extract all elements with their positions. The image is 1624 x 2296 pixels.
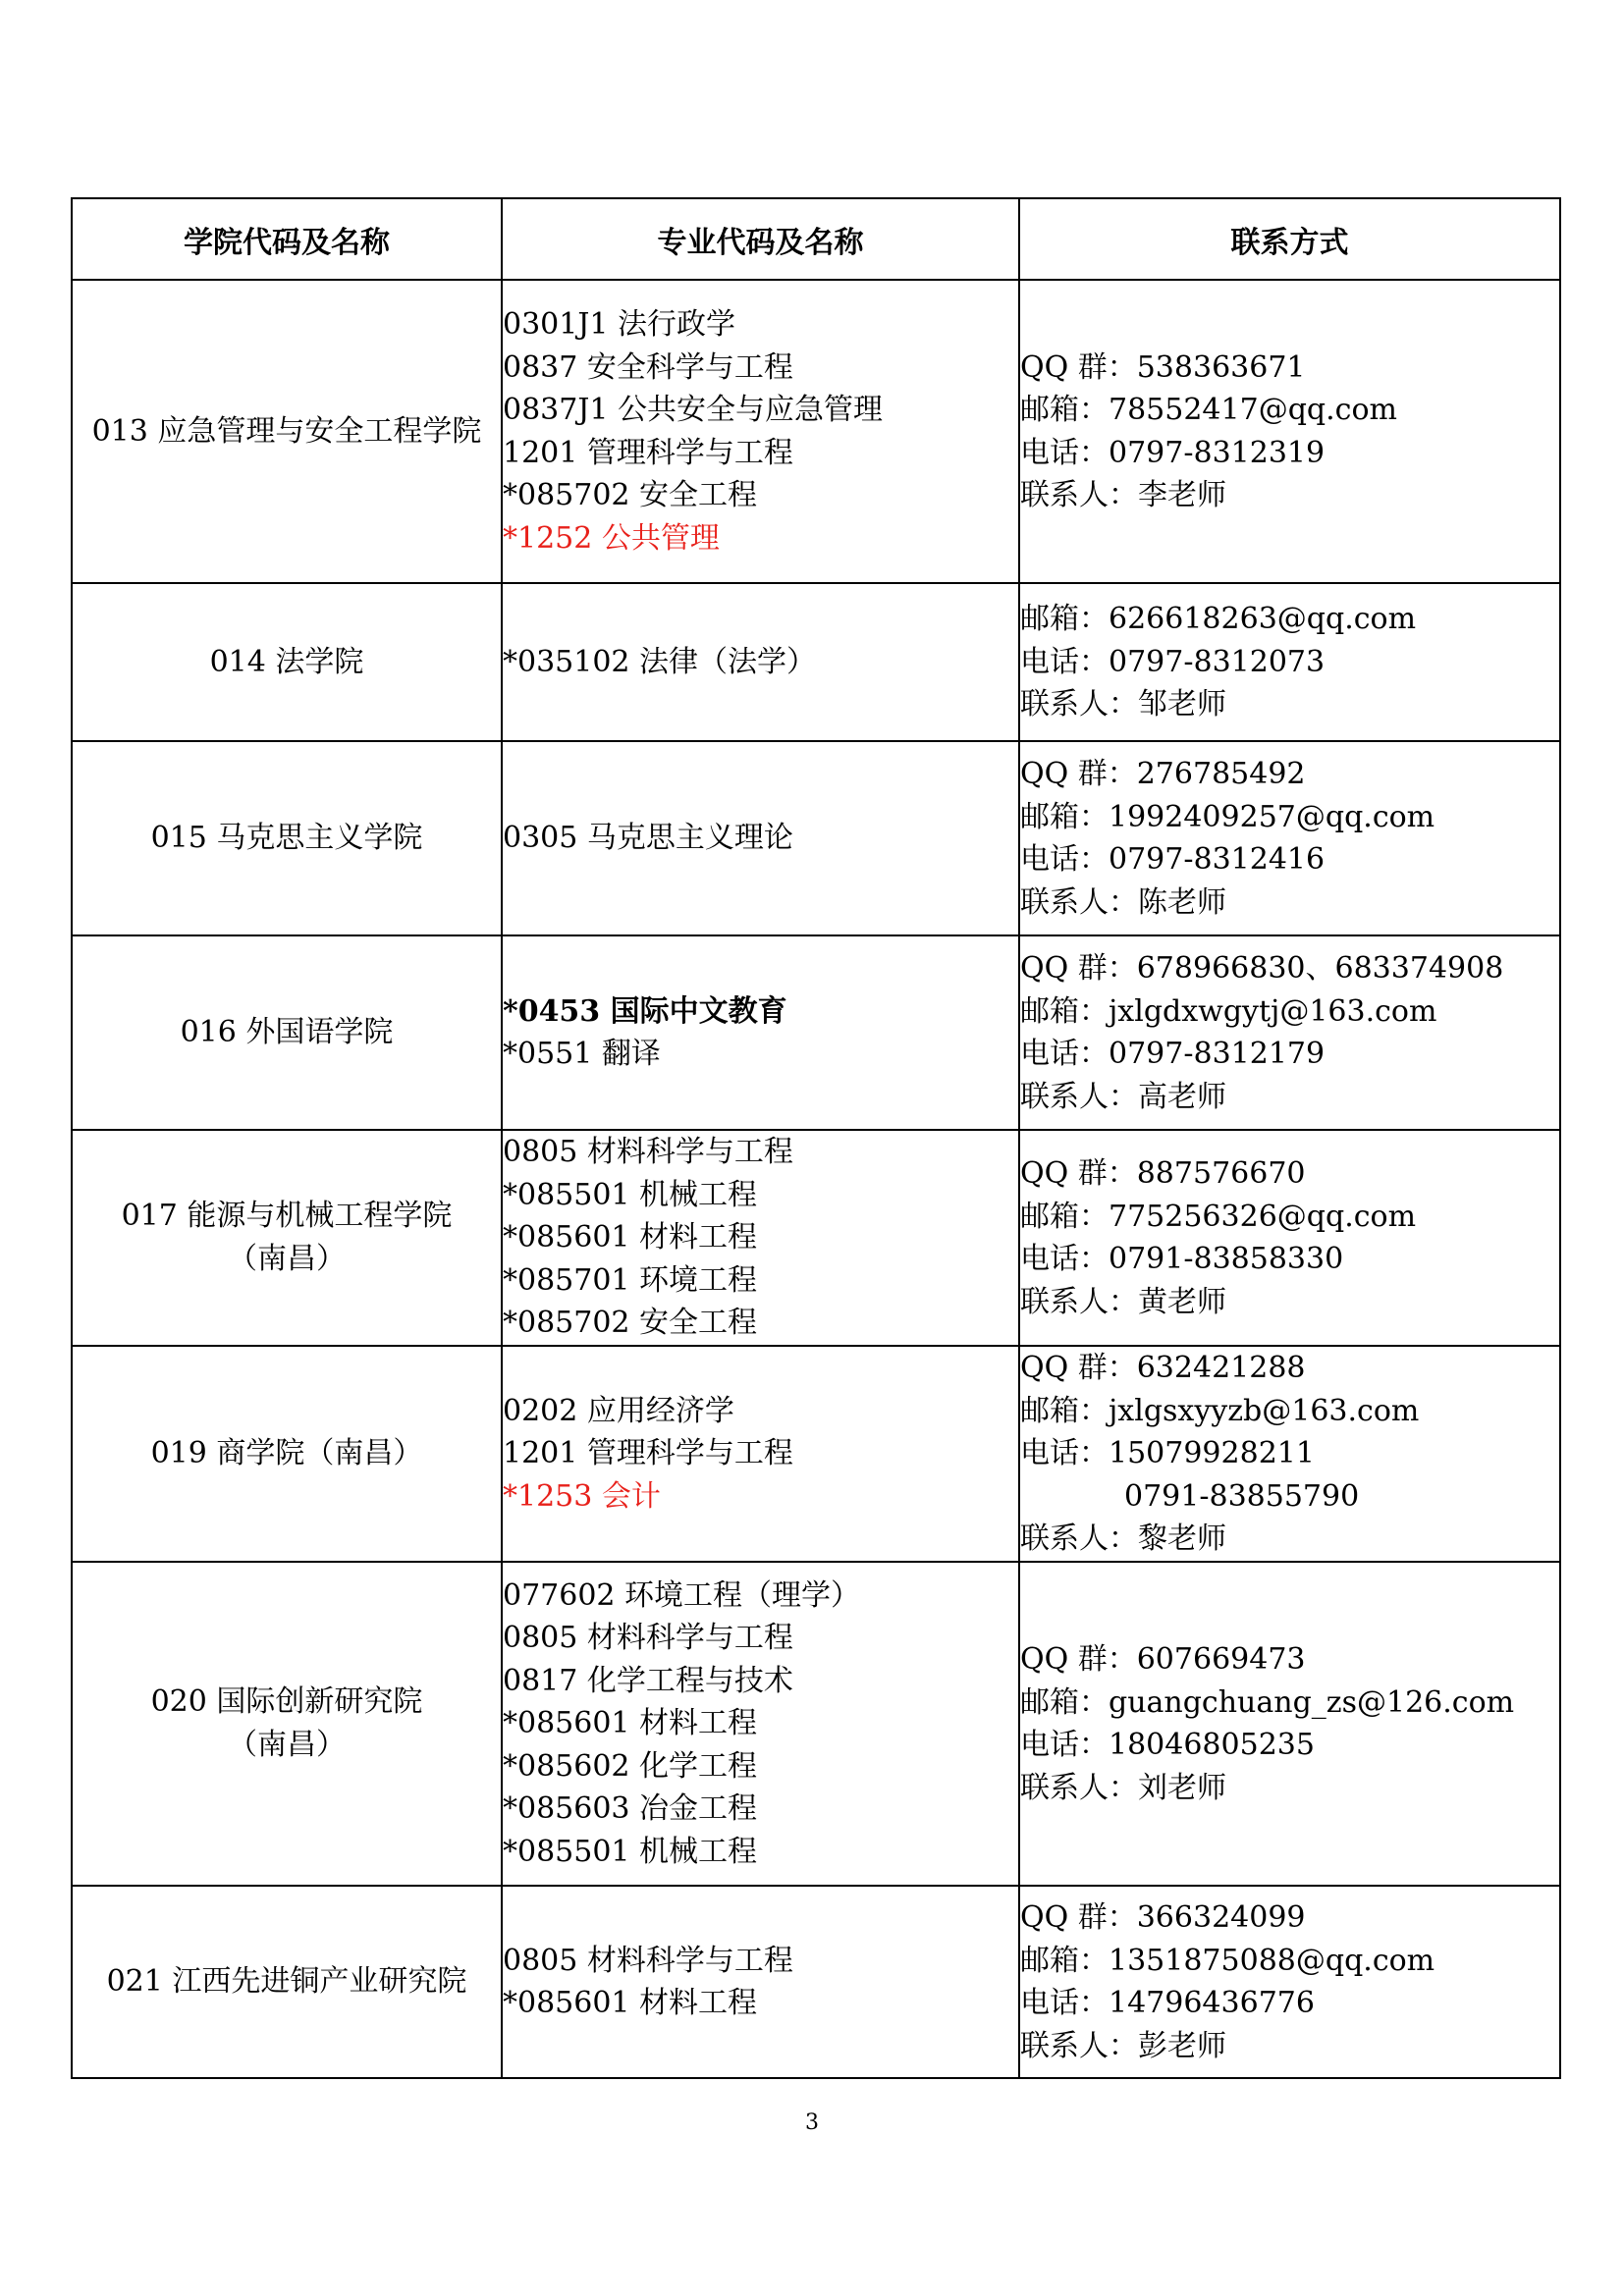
college-contact-table bbox=[71, 197, 1561, 2079]
header-contact: 联系方式 bbox=[1019, 198, 1560, 280]
contact-cell bbox=[1019, 1562, 1560, 1886]
major-item: *1253 会计 bbox=[503, 1478, 661, 1514]
major-item: 0817 化学工程与技术 bbox=[503, 1663, 793, 1698]
contact-line: 邮箱：guangchuang_zs@126.com bbox=[1020, 1684, 1515, 1720]
contact-line: 邮箱：jxlgsxyyzb@163.com bbox=[1020, 1393, 1420, 1428]
major-item: *085601 材料工程 bbox=[503, 1706, 758, 1741]
contact-line: QQ 群：887576670 bbox=[1020, 1156, 1306, 1191]
major-item: *085702 安全工程 bbox=[503, 478, 758, 512]
major-item: *1252 公共管理 bbox=[503, 520, 720, 556]
contact-line: 电话：0797-8312319 bbox=[1020, 435, 1326, 470]
college-cell bbox=[72, 935, 502, 1130]
college-cell bbox=[72, 583, 502, 741]
major-item: 0837 安全科学与工程 bbox=[503, 349, 793, 385]
major-item: 1201 管理科学与工程 bbox=[503, 1436, 793, 1471]
contact-line: 联系人：彭老师 bbox=[1020, 2028, 1226, 2063]
contact-cell bbox=[1019, 583, 1560, 741]
major-item: 1201 管理科学与工程 bbox=[503, 435, 793, 470]
major-item: 077602 环境工程（理学） bbox=[503, 1577, 861, 1613]
contact-line: 电话：14796436776 bbox=[1020, 1986, 1315, 2020]
major-cell bbox=[502, 280, 1019, 583]
college-name: 021 江西先进铜产业研究院 bbox=[106, 1964, 467, 1999]
college-cell bbox=[72, 1562, 502, 1886]
contact-cell bbox=[1019, 1130, 1560, 1346]
contact-line: QQ 群：538363671 bbox=[1020, 349, 1306, 385]
table-row bbox=[72, 1346, 1560, 1562]
major-item: 0301J1 法行政学 bbox=[503, 307, 735, 342]
contact-line: 电话：18046805235 bbox=[1020, 1728, 1315, 1762]
major-cell bbox=[502, 583, 1019, 741]
table-row bbox=[72, 1886, 1560, 2078]
college-name: 015 马克思主义学院 bbox=[150, 821, 423, 855]
page-number: 3 bbox=[805, 2110, 819, 2135]
college-name: （南昌） bbox=[228, 1242, 346, 1276]
major-item: *0453 国际中文教育 bbox=[503, 993, 787, 1029]
college-cell bbox=[72, 280, 502, 583]
contact-line: 邮箱：1992409257@qq.com bbox=[1020, 799, 1435, 834]
college-cell bbox=[72, 1346, 502, 1562]
major-item: 0202 应用经济学 bbox=[503, 1393, 734, 1428]
major-item: *085501 机械工程 bbox=[503, 1834, 758, 1869]
major-cell bbox=[502, 1886, 1019, 2078]
major-item: *085701 环境工程 bbox=[503, 1262, 758, 1298]
contact-line: 联系人：刘老师 bbox=[1020, 1770, 1226, 1805]
table-body bbox=[72, 280, 1560, 2078]
college-name: 013 应急管理与安全工程学院 bbox=[91, 413, 482, 449]
contact-line: 电话：0797-8312073 bbox=[1020, 644, 1326, 679]
college-cell bbox=[72, 1886, 502, 2078]
major-item: *085603 冶金工程 bbox=[503, 1791, 758, 1827]
college-cell bbox=[72, 741, 502, 935]
major-item: 0805 材料科学与工程 bbox=[503, 1135, 793, 1170]
college-name: 014 法学院 bbox=[209, 644, 364, 679]
table-row bbox=[72, 1130, 1560, 1346]
contact-line: 联系人：邹老师 bbox=[1020, 687, 1226, 722]
contact-line: QQ 群：366324099 bbox=[1020, 1900, 1306, 1935]
contact-line: QQ 群：607669473 bbox=[1020, 1642, 1306, 1677]
table-row bbox=[72, 280, 1560, 583]
major-item: *085501 机械工程 bbox=[503, 1177, 758, 1212]
college-cell bbox=[72, 1130, 502, 1346]
contact-line: 联系人：李老师 bbox=[1020, 478, 1226, 512]
table-row bbox=[72, 935, 1560, 1130]
contact-line: 电话：0797-8312179 bbox=[1020, 1037, 1326, 1071]
contact-cell bbox=[1019, 280, 1560, 583]
contact-cell bbox=[1019, 741, 1560, 935]
contact-line: 邮箱：626618263@qq.com bbox=[1020, 602, 1417, 637]
contact-cell bbox=[1019, 1346, 1560, 1562]
contact-cell bbox=[1019, 1886, 1560, 2078]
major-item: 0805 材料科学与工程 bbox=[503, 1943, 793, 1978]
contact-line: 邮箱：jxlgdxwgytj@163.com bbox=[1020, 993, 1437, 1029]
major-item: *085601 材料工程 bbox=[503, 1220, 758, 1255]
contact-line: 邮箱：775256326@qq.com bbox=[1020, 1199, 1417, 1234]
major-item: *085702 安全工程 bbox=[503, 1306, 758, 1341]
major-cell bbox=[502, 935, 1019, 1130]
major-item: *085601 材料工程 bbox=[503, 1986, 758, 2020]
major-cell bbox=[502, 1562, 1019, 1886]
major-cell bbox=[502, 1130, 1019, 1346]
contact-line: QQ 群：276785492 bbox=[1020, 757, 1306, 791]
major-item: 0305 马克思主义理论 bbox=[503, 821, 793, 856]
college-name: 020 国际创新研究院 bbox=[150, 1684, 423, 1719]
header-college: 学院代码及名称 bbox=[72, 198, 502, 280]
contact-line: 联系人：高老师 bbox=[1020, 1079, 1226, 1114]
major-item: 0837J1 公共安全与应急管理 bbox=[503, 393, 883, 427]
table-row bbox=[72, 1562, 1560, 1886]
contact-line: QQ 群：678966830、683374908 bbox=[1020, 951, 1504, 986]
major-item: *0551 翻译 bbox=[503, 1037, 661, 1071]
contact-line: 0791-83855790 bbox=[1124, 1478, 1360, 1514]
contact-cell bbox=[1019, 935, 1560, 1130]
major-item: 0805 材料科学与工程 bbox=[503, 1621, 793, 1656]
major-cell bbox=[502, 741, 1019, 935]
college-name: 016 外国语学院 bbox=[180, 1015, 394, 1049]
college-name: 019 商学院（南昌） bbox=[150, 1436, 423, 1470]
contact-line: 电话：0791-83858330 bbox=[1020, 1242, 1344, 1276]
contact-line: 联系人：黄老师 bbox=[1020, 1284, 1226, 1319]
contact-line: 联系人：黎老师 bbox=[1020, 1522, 1226, 1557]
table-row bbox=[72, 741, 1560, 935]
major-item: *035102 法律（法学） bbox=[503, 644, 817, 679]
contact-line: QQ 群：632421288 bbox=[1020, 1351, 1306, 1386]
major-item: *085602 化学工程 bbox=[503, 1748, 758, 1784]
contact-line: 联系人：陈老师 bbox=[1020, 884, 1226, 920]
contact-line: 电话：15079928211 bbox=[1020, 1436, 1315, 1471]
contact-line: 电话：0797-8312416 bbox=[1020, 842, 1326, 877]
header-row bbox=[72, 198, 1560, 280]
contact-line: 邮箱：78552417@qq.com bbox=[1020, 393, 1397, 427]
college-name: 017 能源与机械工程学院 bbox=[121, 1199, 453, 1233]
major-cell bbox=[502, 1346, 1019, 1562]
table-row bbox=[72, 583, 1560, 741]
header-major: 专业代码及名称 bbox=[502, 198, 1019, 280]
college-name: （南昌） bbox=[228, 1728, 346, 1762]
contact-line: 邮箱：1351875088@qq.com bbox=[1020, 1943, 1435, 1978]
